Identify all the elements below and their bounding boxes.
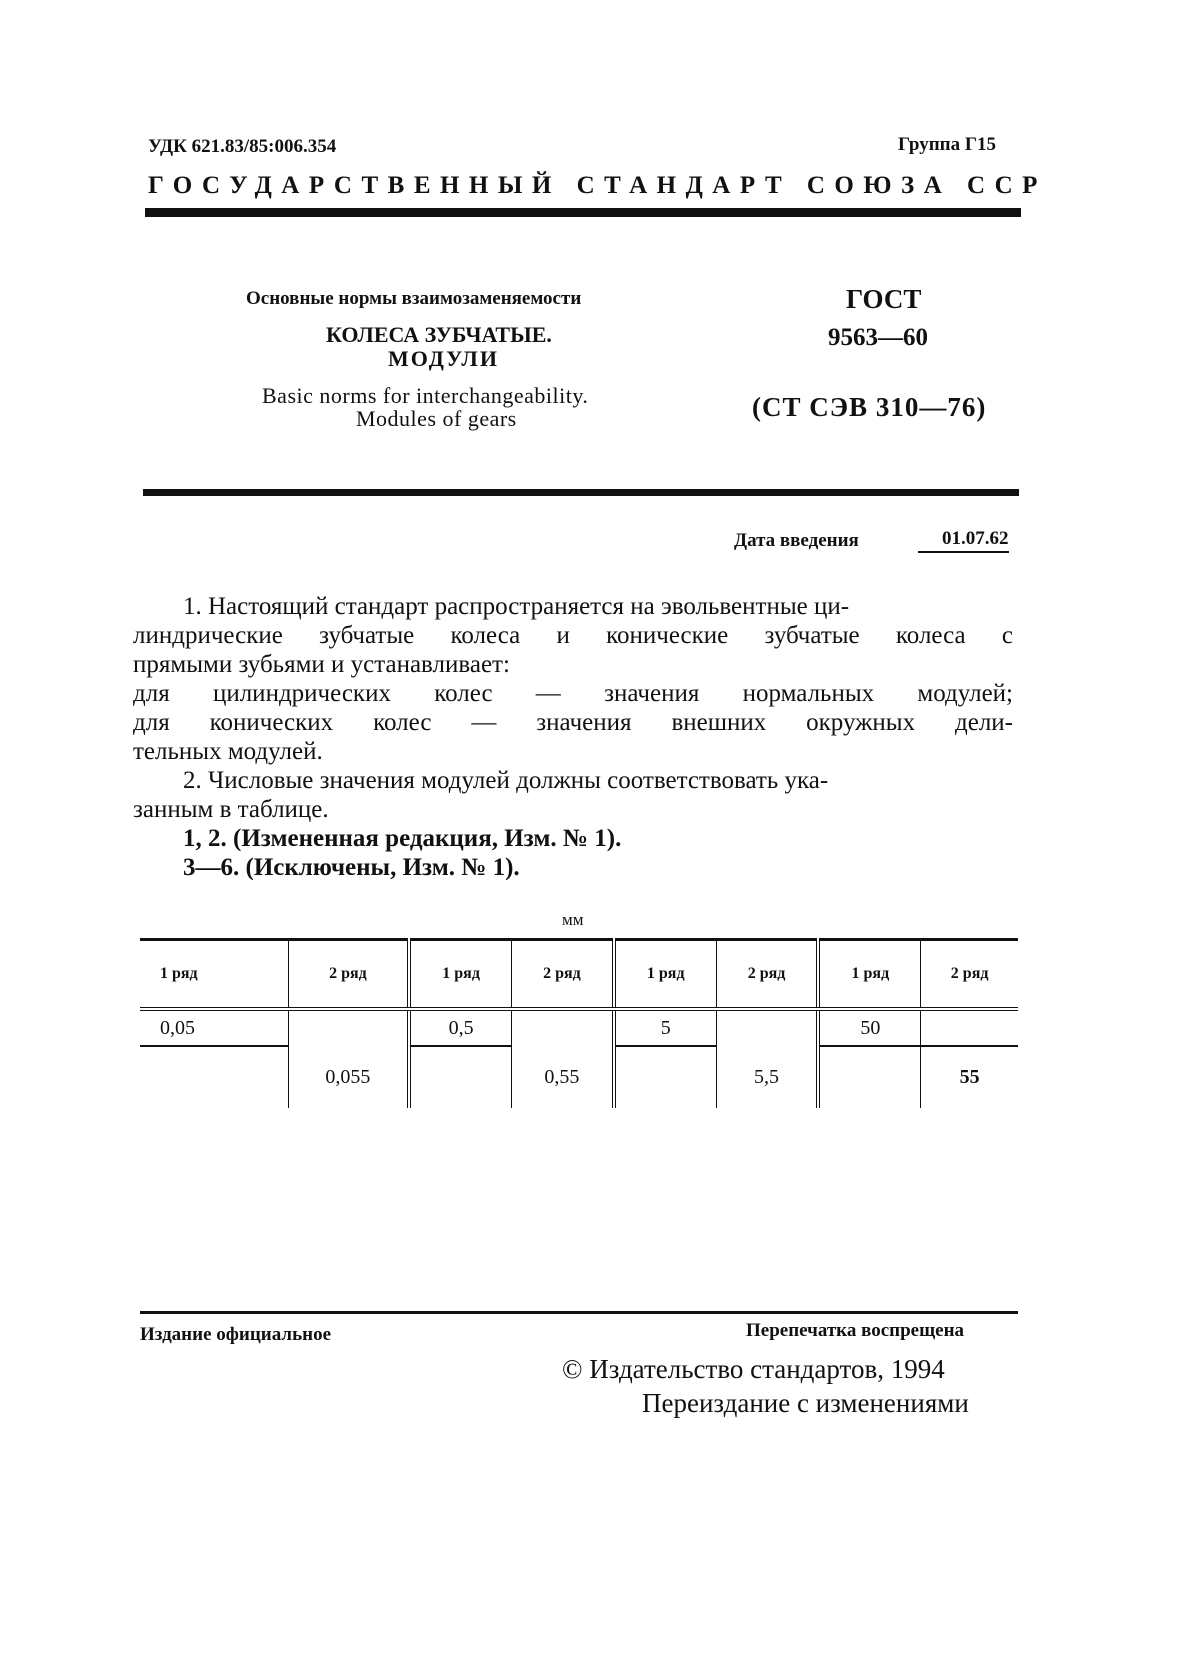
- column-header: 1 ряд: [140, 940, 288, 1010]
- column-header: 2 ряд: [716, 940, 818, 1010]
- column-header: 1 ряд: [818, 940, 920, 1010]
- table-cell: [512, 1009, 614, 1046]
- st-sev-number: (СТ СЭВ 310—76): [752, 392, 987, 422]
- table-row: [140, 1046, 1018, 1108]
- body-line: прямыми зубьями и устанавливает:: [133, 651, 510, 678]
- group-code: Группа Г15: [898, 134, 996, 155]
- body-line: 2. Числовые значения модулей должны соответствовать ука-: [183, 767, 829, 794]
- state-standard-heading: ГОСУДАРСТВЕННЫЙ СТАНДАРТ СОЮЗА ССР: [148, 172, 1047, 199]
- amendment-note: 1, 2. (Измененная редакция, Изм. № 1).: [183, 825, 622, 852]
- body-line: 1. Настоящий стандарт распространяется на эвольвентные ци-: [183, 593, 850, 620]
- body-line: для цилиндрических колес — значения нормальных модулей;: [133, 680, 1013, 707]
- table-row: [140, 1009, 1018, 1046]
- table-cell: 0,55: [512, 1046, 614, 1108]
- intro-date-value: 01.07.62: [918, 528, 1009, 553]
- table-cell: 50: [818, 1009, 920, 1046]
- table-cell: 0,05: [140, 1009, 288, 1046]
- table-unit: мм: [562, 910, 584, 929]
- modules-table: [140, 938, 1018, 1108]
- footer-rule: [140, 1311, 1018, 1314]
- intro-date-label: Дата введения: [734, 530, 859, 551]
- table-cell: [288, 1009, 409, 1046]
- column-header: 1 ряд: [409, 940, 511, 1010]
- title-ru-line1: Основные нормы взаимозаменяемости: [246, 288, 582, 309]
- reissue-note: Переиздание с изменениями: [642, 1388, 969, 1418]
- title-en-line2: Modules of gears: [356, 406, 517, 431]
- table-cell: 5,5: [716, 1046, 818, 1108]
- title-en-line1: Basic norms for interchangeability.: [262, 383, 589, 408]
- column-header: 2 ряд: [288, 940, 409, 1010]
- table-cell: [921, 1009, 1018, 1046]
- table-cell: [716, 1009, 818, 1046]
- column-header: 2 ряд: [512, 940, 614, 1010]
- table-cell: [409, 1046, 511, 1108]
- body-line: линдрические зубчатые колеса и конические зубчатые колеса с: [133, 622, 1013, 649]
- title-ru-line2: КОЛЕСА ЗУБЧАТЫЕ.: [326, 322, 552, 347]
- title-rule: [143, 489, 1019, 496]
- table-cell: [818, 1046, 920, 1108]
- table-cell: [140, 1046, 288, 1108]
- gost-number: 9563—60: [828, 324, 928, 351]
- official-edition: Издание официальное: [140, 1324, 332, 1345]
- body-line: занным в таблице.: [133, 796, 329, 823]
- reprint-prohibited: Перепечатка воспрещена: [746, 1320, 965, 1341]
- table-cell: [614, 1046, 716, 1108]
- body-line: для конических колес — значения внешних окружных дели-: [133, 709, 1013, 736]
- table-cell: 55: [921, 1046, 1018, 1108]
- excluded-note: 3—6. (Исключены, Изм. № 1).: [183, 854, 520, 881]
- body-line: тельных модулей.: [133, 738, 323, 765]
- header-rule: [145, 208, 1021, 217]
- column-header: 1 ряд: [614, 940, 716, 1010]
- table-cell: 0,5: [409, 1009, 511, 1046]
- column-header: 2 ряд: [921, 940, 1018, 1010]
- gost-label: ГОСТ: [846, 284, 922, 314]
- table-cell: 0,055: [288, 1046, 409, 1108]
- udc-code: УДК 621.83/85:006.354: [148, 136, 337, 157]
- table-cell: 5: [614, 1009, 716, 1046]
- body-text: [133, 592, 1013, 882]
- publisher-copyright: © Издательство стандартов, 1994: [562, 1354, 945, 1384]
- title-ru-line3: МОДУЛИ: [388, 346, 499, 371]
